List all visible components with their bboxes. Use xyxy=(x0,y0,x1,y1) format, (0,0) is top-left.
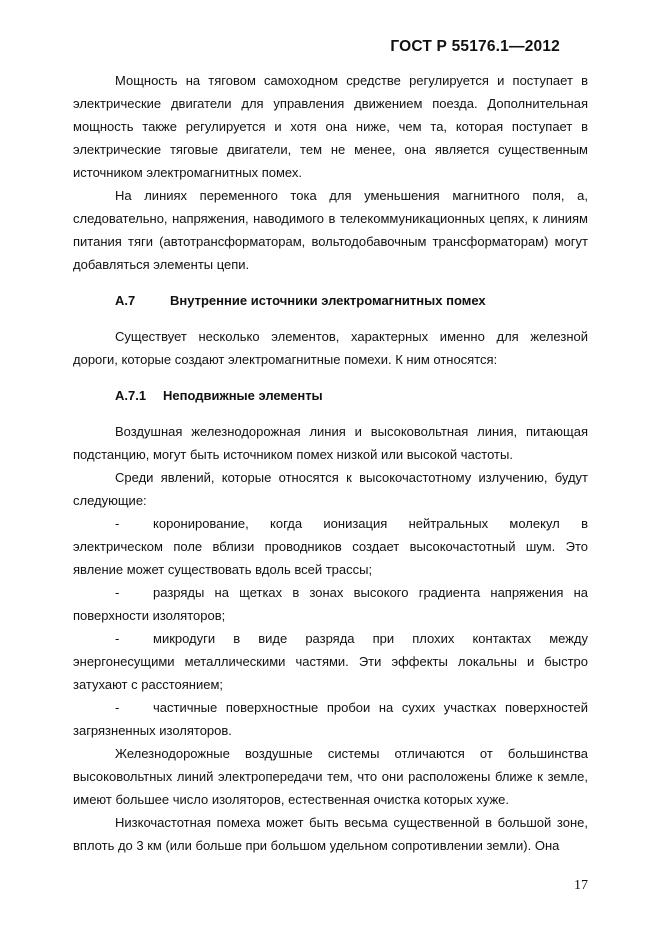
list-item-text: микродуги в виде разряда при плохих контактах между энергонесущими металлическими частями. Эти эффекты локальны и быстро затухают с расстоянием; xyxy=(73,631,588,692)
section-number: А.7 xyxy=(115,293,136,308)
page-body xyxy=(73,69,588,857)
section-heading-a71 xyxy=(73,384,588,407)
document-id-header: ГОСТ Р 55176.1—2012 xyxy=(390,38,560,55)
list-dash: - xyxy=(115,631,120,646)
page-number: 17 xyxy=(574,878,588,893)
list-dash: - xyxy=(115,700,120,715)
section-number: А.7.1 xyxy=(115,388,147,403)
paragraph: На линиях переменного тока для уменьшения магнитного поля, а, следовательно, напряжения, наводимого в телекоммуникационных цепях, к линиям питания тяги (автотрансформаторам, вольтодобавочным трансформаторам) могут добавляться элементы цепи. xyxy=(73,188,588,272)
section-title: Внутренние источники электромагнитных помех xyxy=(170,293,486,308)
paragraph: Мощность на тяговом самоходном средстве регулируется и поступает в электрические двигатели для управления движением поезда. Дополнительная мощность также регулируется и хотя она ниже, чем та, которая поступает в электрические тяговые двигатели, тем не менее, она является существенным источником электромагнитных помех. xyxy=(73,73,588,180)
section-heading-a7 xyxy=(73,289,588,312)
list-item-text: коронирование, когда ионизация нейтральных молекул в электрическом поле вблизи проводников создает высокочастотный шум. Это явление может существовать вдоль всей трассы; xyxy=(73,516,588,577)
paragraph: Среди явлений, которые относятся к высокочастотному излучению, будут следующие: xyxy=(73,470,588,508)
section-title: Неподвижные элементы xyxy=(163,388,323,403)
list-item xyxy=(73,581,588,627)
list-dash: - xyxy=(115,516,120,531)
list-item xyxy=(73,512,588,581)
paragraph: Железнодорожные воздушные системы отличаются от большинства высоковольтных линий электропередачи тем, что они расположены ближе к земле, имеют большее число изоляторов, естественная очистка которых хуже. xyxy=(73,746,588,807)
list-dash: - xyxy=(115,585,120,600)
list-item-text: частичные поверхностные пробои на сухих участках поверхностей загрязненных изоляторов. xyxy=(73,700,588,738)
list-item-text: разряды на щетках в зонах высокого градиента напряжения на поверхности изоляторов; xyxy=(73,585,588,623)
paragraph: Существует несколько элементов, характерных именно для железной дороги, которые создают электромагнитные помехи. К ним относятся: xyxy=(73,329,588,367)
paragraph: Низкочастотная помеха может быть весьма существенной в большой зоне, вплоть до 3 км (или больше при большом удельном сопротивлении земли). Она xyxy=(73,815,588,853)
list-item xyxy=(73,627,588,696)
paragraph: Воздушная железнодорожная линия и высоковольтная линия, питающая подстанцию, могут быть источником помех низкой или высокой частоты. xyxy=(73,424,588,462)
list-item xyxy=(73,696,588,742)
